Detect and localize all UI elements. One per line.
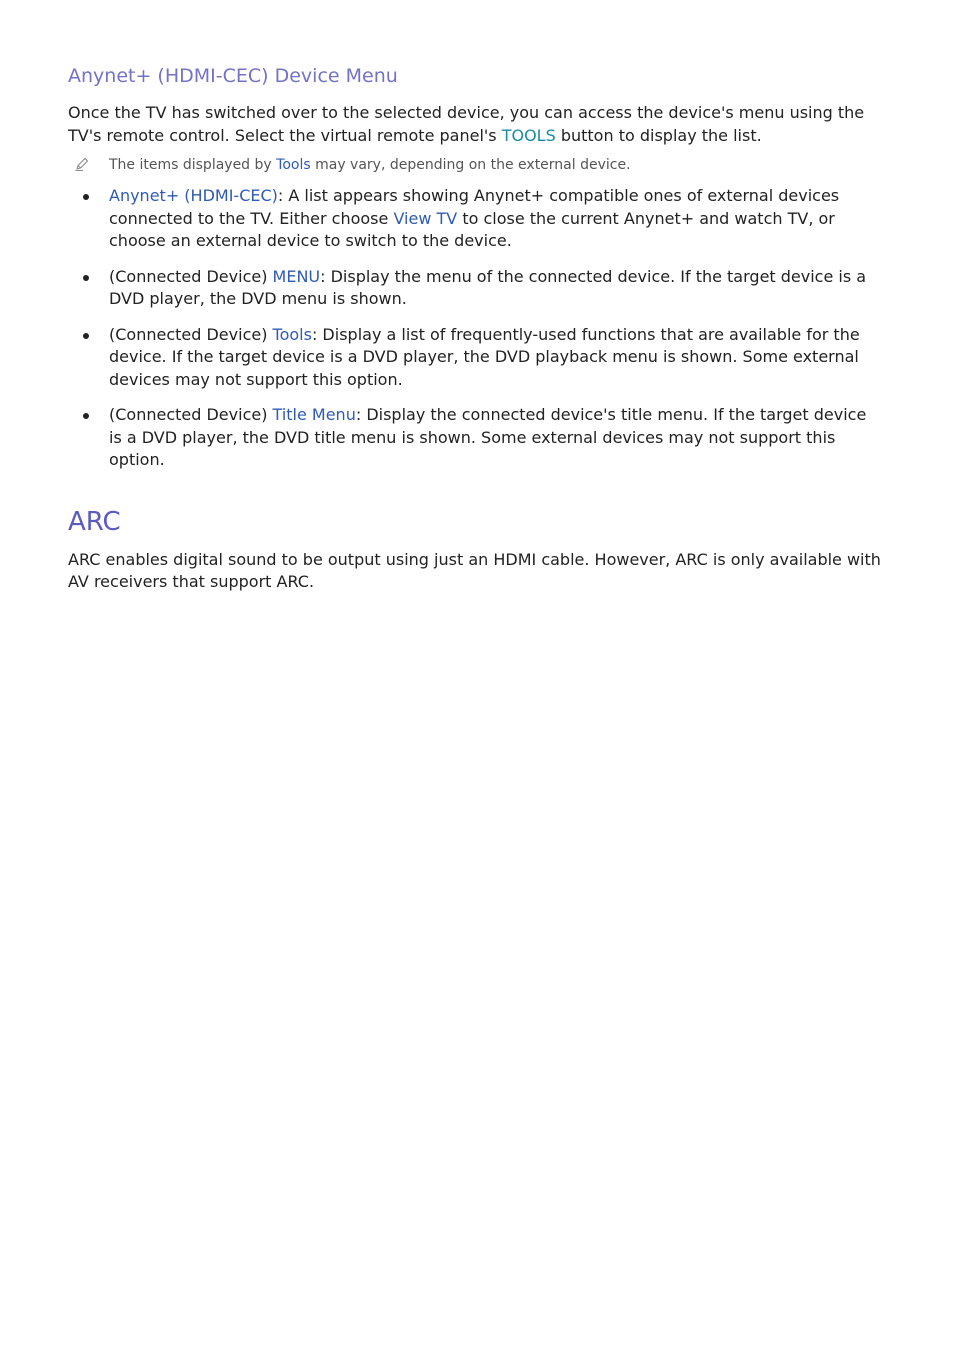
list-item-text: : A list appears showing Anynet+ compatible ones of external devices connected to the TV. Either choose: [109, 186, 840, 228]
section-subheading: Anynet+ (HDMI-CEC) Device Menu: [68, 65, 398, 87]
list-item-prefix: (Connected Device): [109, 405, 273, 424]
anynet-keyword: Anynet+ (HDMI-CEC): [109, 186, 278, 205]
title-menu-keyword: Title Menu: [272, 405, 356, 424]
note-text-end: may vary, depending on the external device.: [310, 157, 631, 173]
list-item-prefix: (Connected Device): [109, 266, 273, 286]
note: [68, 155, 884, 175]
page-content: [68, 62, 884, 594]
bullet-icon: [83, 413, 89, 419]
list-item: [68, 266, 884, 311]
note-tools-keyword: Tools: [276, 157, 311, 173]
menu-keyword: MENU: [272, 266, 321, 286]
view-tv-keyword: View TV: [393, 208, 458, 228]
list-item: [68, 185, 884, 253]
section-heading: ARC: [68, 506, 121, 537]
pencil-icon: [74, 156, 90, 172]
intro-paragraph: [68, 102, 884, 147]
intro-text: Once the TV has switched over to the selected device, you can access the device's menu using the TV's remote control. Select the virtual remote panel's: [68, 103, 865, 145]
bullet-list: [68, 185, 884, 472]
arc-paragraph: ARC enables digital sound to be output using just an HDMI cable. However, ARC is only available with AV receivers that support ARC.: [68, 549, 881, 591]
bullet-icon: [83, 275, 89, 281]
tools-keyword: TOOLS: [501, 125, 556, 145]
list-item-text: : Display the menu of the connected device. If the target device is a DVD player, the DVD menu is shown.: [109, 266, 867, 308]
tools-keyword: Tools: [272, 324, 312, 344]
list-item-text: : Display the connected device's title menu. If the target device is a DVD player, the DVD title menu is shown. Some external devices may not support this option.: [109, 405, 867, 469]
bullet-icon: [83, 194, 89, 200]
intro-text-end: button to display the list.: [555, 125, 762, 145]
note-text: The items displayed by: [109, 157, 277, 173]
list-item-prefix: (Connected Device): [109, 324, 273, 344]
list-item-text: : Display a list of frequently-used functions that are available for the device. If the target device is a DVD player, the DVD playback menu is shown. Some external devices may not support this option.: [109, 324, 860, 389]
list-item-text-end: to close the current Anynet+ and watch TV, or choose an external device to switch to the device.: [109, 208, 835, 250]
list-item: [68, 404, 884, 472]
bullet-icon: [83, 333, 89, 339]
list-item: [68, 324, 884, 392]
